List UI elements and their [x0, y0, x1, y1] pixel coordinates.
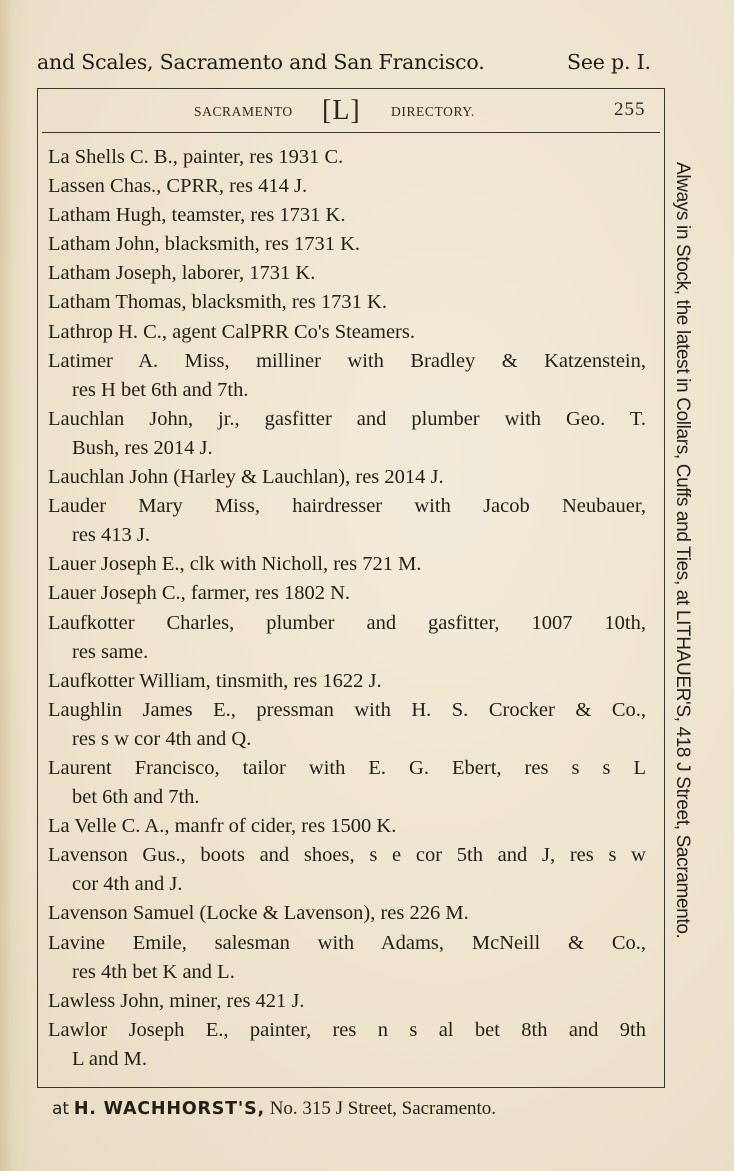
entry-continuation-line: res s w cor 4th and Q. [72, 727, 252, 750]
entry-line: Latham Joseph, laborer, 1731 K. [48, 262, 316, 285]
directory-entry [48, 201, 648, 230]
entry-line: Laufkotter Charles, plumber and gasfitter, 1007 10th, [48, 611, 646, 634]
entry-continuation-line: Bush, res 2014 J. [72, 436, 213, 459]
entry-continuation-line: res 413 J. [72, 524, 151, 547]
running-head-title: DIRECTORY. [391, 104, 475, 119]
entry-line: Lauchlan John, jr., gasfitter and plumber with Geo. T. [48, 407, 646, 430]
directory-entry [48, 405, 648, 463]
directory-entry [48, 754, 648, 812]
entry-continuation-line: res same. [72, 640, 149, 663]
entry-line: La Velle C. A., manfr of cider, res 1500 K. [48, 815, 397, 838]
directory-entry [48, 550, 648, 579]
directory-entry [48, 492, 648, 550]
directory-entry [48, 318, 648, 347]
entry-line: Lauer Joseph E., clk with Nicholl, res 721 M. [48, 553, 422, 576]
entry-continuation-line: L and M. [72, 1047, 147, 1070]
top-advert [37, 50, 677, 74]
entry-continuation-line: bet 6th and 7th. [72, 786, 200, 809]
directory-entry [48, 841, 648, 899]
directory-entry [48, 609, 648, 667]
entry-line: Lavenson Samuel (Locke & Lavenson), res 226 M. [48, 902, 469, 925]
bottom-advert-address: No. 315 J Street, Sacramento. [269, 1098, 497, 1119]
directory-entry [48, 987, 648, 1016]
entry-line: Latham Thomas, blacksmith, res 1731 K. [48, 291, 387, 314]
bottom-advert [52, 1098, 496, 1120]
directory-entry [48, 230, 648, 259]
entry-line: Lawless John, miner, res 421 J. [48, 989, 305, 1012]
directory-entries [48, 143, 648, 1074]
entry-line: Laurent Francisco, tailor with E. G. Ebert, res s s L [48, 756, 646, 779]
entry-line: Lauer Joseph C., farmer, res 1802 N. [48, 582, 351, 605]
directory-entry [48, 259, 648, 288]
directory-entry [48, 899, 648, 928]
entry-line: Lauder Mary Miss, hairdresser with Jacob Neubauer, [48, 495, 646, 518]
entry-line: La Shells C. B., painter, res 1931 C. [48, 146, 344, 168]
running-head-city: SACRAMENTO [194, 104, 293, 119]
top-advert-text: and Scales, Sacramento and San Francisco. [37, 50, 485, 74]
entry-line: Lawlor Joseph E., painter, res n s al bet 8th and 9th [48, 1018, 646, 1041]
running-head-letter: [L] [322, 95, 361, 126]
entry-line: Lassen Chas., CPRR, res 414 J. [48, 175, 308, 198]
directory-entry [48, 1016, 648, 1074]
directory-entry [48, 667, 648, 696]
directory-entry [48, 812, 648, 841]
side-advert-text: Always in Stock, the latest in Collars, Cuffs and Ties, at LITHAUER'S, 418 J Street, Sacramento. [672, 162, 693, 939]
bottom-advert-at: at [52, 1099, 70, 1119]
directory-entry [48, 172, 648, 201]
entry-line: Laughlin James E., pressman with H. S. Crocker & Co., [48, 698, 646, 721]
directory-entry [48, 579, 648, 608]
entry-line: Latham John, blacksmith, res 1731 K. [48, 233, 361, 256]
entry-line: Lavenson Gus., boots and shoes, s e cor 5th and J, res s w [48, 844, 646, 867]
entry-line: Latham Hugh, teamster, res 1731 K. [48, 204, 346, 227]
running-head [42, 96, 654, 126]
entry-line: Laufkotter William, tinsmith, res 1622 J. [48, 669, 382, 692]
directory-entry [48, 463, 648, 492]
side-advert [668, 162, 696, 1018]
entry-line: Lauchlan John (Harley & Lauchlan), res 2014 J. [48, 466, 444, 489]
entry-continuation-line: res H bet 6th and 7th. [72, 378, 249, 401]
directory-entry [48, 696, 648, 754]
directory-entry [48, 143, 648, 172]
directory-entry [48, 347, 648, 405]
entry-line: Lavine Emile, salesman with Adams, McNeill & Co., [48, 931, 646, 954]
entry-line: Latimer A. Miss, milliner with Bradley & Katzenstein, [48, 349, 646, 372]
bottom-advert-firm: H. WACHHORST'S, [73, 1099, 265, 1119]
header-rule [42, 132, 660, 133]
page-number: 255 [614, 99, 646, 120]
top-advert-page-ref: See p. I. [567, 50, 651, 74]
entry-line: Lathrop H. C., agent CalPRR Co's Steamers. [48, 320, 415, 343]
entry-continuation-line: cor 4th and J. [72, 873, 183, 896]
directory-entry [48, 929, 648, 987]
entry-continuation-line: res 4th bet K and L. [72, 960, 235, 983]
directory-entry [48, 288, 648, 317]
